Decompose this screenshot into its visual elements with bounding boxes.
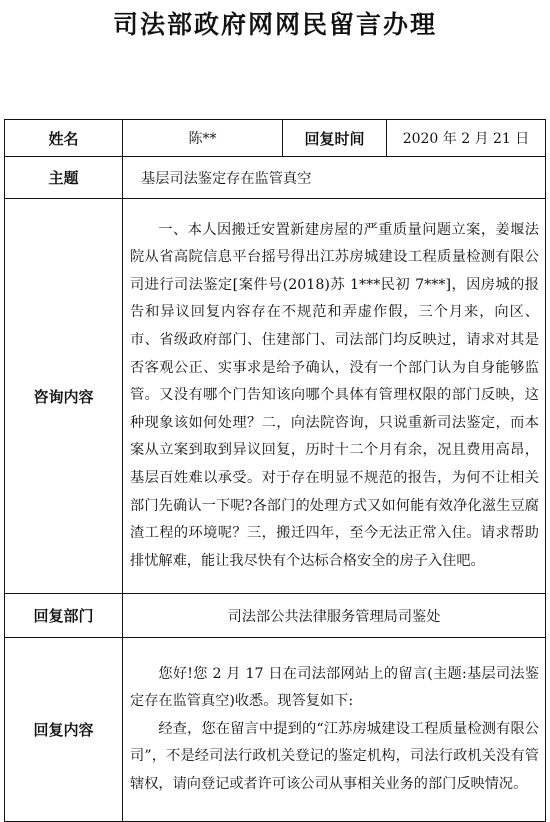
- name-value: 陈**: [123, 120, 283, 157]
- reply-time-value: 2020 年 2 月 21 日: [387, 120, 546, 157]
- subject-value: 基层司法鉴定存在监管真空: [123, 157, 546, 199]
- reply-content: [123, 638, 546, 822]
- consult-label: 咨询内容: [5, 199, 123, 594]
- reply-dept-label: 回复部门: [5, 594, 123, 638]
- consult-content: [123, 199, 546, 594]
- reply-dept-row: [5, 594, 546, 638]
- reply-paragraph-1: 您好!您 2 月 17 日在司法部网站上的留言(主题:基层司法鉴定存在监管真空)收悉。现答复如下:: [130, 665, 539, 710]
- reply-paragraph-2: 经查，您在留言中提到的“江苏房城建设工程质量检测有限公司”，不是经司法行政机关登记的鉴定机构，司法行政机关没有管辖权，请向登记或者许可该公司从事相关业务的部门反映情况。: [130, 720, 539, 792]
- page-title: 司法部政府网网民留言办理: [112, 10, 437, 39]
- name-label: 姓名: [5, 120, 123, 157]
- reply-content-row: [5, 638, 546, 822]
- consult-text: 一、本人因搬迁安置新建房屋的严重质量问题立案，姜堰法院从省高院信息平台摇号得出江苏房城建设工程质量检测有限公司进行司法鉴定[案件号(2018)苏 1***民初 7***]，因房城的报告和异议回复内容存在不规范和弄虚作假，三个月来，向区、市、省级政府部门、住建部门、司法部门均反映过，请求对其是否客观公正、实事求是给予确认，没有一个部门认为自身能够监管。又没有哪个门告知该向哪个具体有管理权限的部门反映，这种现象该如何处理？二，向法院咨询，只说重新司法鉴定，而本案从立案到取到异议回复，历时十二个月有余，况且费用高昂，基层百姓难以承受。对于存在明显不规范的报告，为何不让相关部门先确认一下呢?各部门的处理方式又如何能有效净化滋生豆腐渣工程的环境呢？三，搬迁四年，至今无法正常入住。请求帮助排忧解难，能让我尽快有个达标合格安全的房子入住吧。: [130, 221, 539, 569]
- message-form-table: [4, 119, 546, 822]
- name-row: [5, 120, 546, 157]
- reply-dept-value: 司法部公共法律服务管理局司鉴处: [123, 594, 546, 638]
- consult-row: [5, 199, 546, 594]
- reply-time-label: 回复时间: [283, 120, 387, 157]
- subject-row: [5, 157, 546, 199]
- reply-content-label: 回复内容: [5, 638, 123, 822]
- subject-label: 主题: [5, 157, 123, 199]
